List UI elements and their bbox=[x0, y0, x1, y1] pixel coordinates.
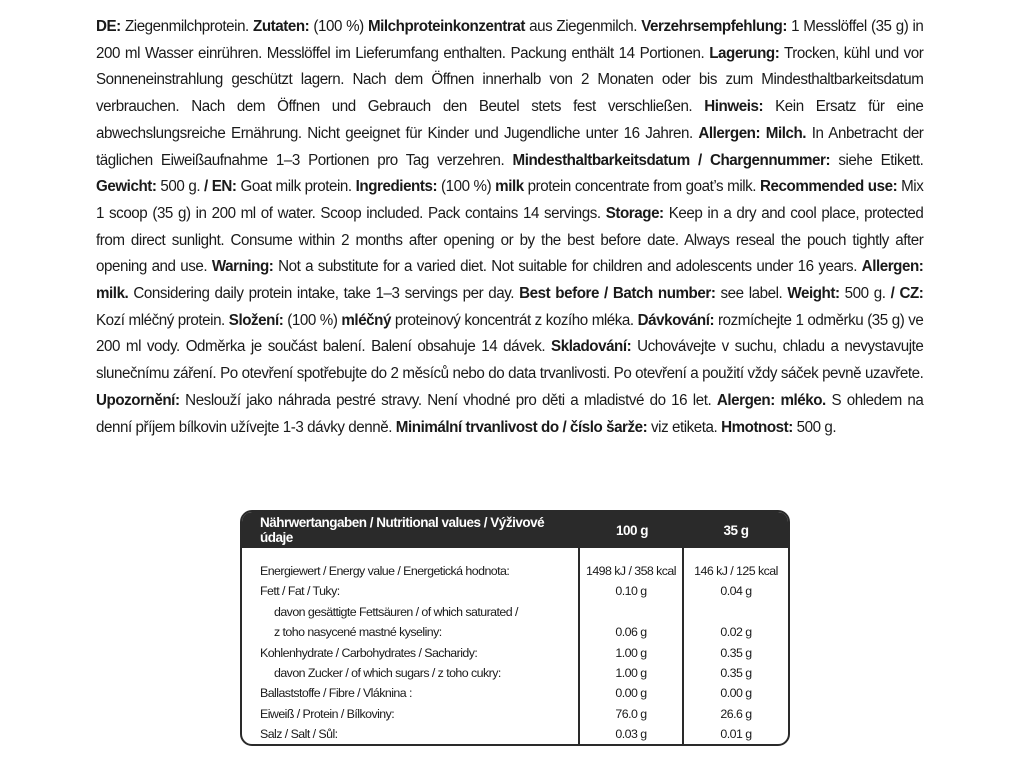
nutrition-labels-column bbox=[242, 548, 580, 746]
nutrition-header-35g: 35 g bbox=[723, 522, 749, 538]
label-bold-segment: Storage: bbox=[605, 204, 664, 222]
nutrition-header-label: Nährwertangaben / Nutritional values / Výživové údaje bbox=[260, 515, 545, 545]
label-text-segment: Keep in a dry and cool place, protected from direct sunlight. Consume within 2 months after opening or by the best before date. Always reseal the pouch tightly after opening and use. bbox=[96, 204, 924, 276]
label-bold-segment: DE: bbox=[96, 18, 125, 35]
label-bold-segment: Weight: bbox=[787, 285, 840, 303]
label-bold-segment: milk bbox=[495, 178, 524, 196]
nutrient-value-100g: 0.10 g bbox=[615, 584, 647, 599]
label-bold-segment: Minimální trvanlivost do / číslo šarže: bbox=[395, 418, 648, 436]
label-bold-segment: Best before / Batch number: bbox=[519, 285, 716, 303]
nutrient-value-100g: 76.0 g bbox=[615, 706, 647, 721]
nutrition-table bbox=[240, 510, 790, 746]
nutrient-value-100g: 0.06 g bbox=[615, 625, 647, 640]
label-text-segment: see label. bbox=[715, 285, 788, 303]
label-text-segment: Kein Ersatz für eine abwechslungsreiche Ernährung. Nicht geeignet für Kinder und Jugendliche unter 16 Jahren. bbox=[96, 98, 924, 142]
nutrition-header bbox=[242, 512, 788, 548]
label-bold-segment: / CZ: bbox=[890, 285, 924, 303]
label-text-segment: Mix 1 scoop (35 g) in 200 ml of water. Scoop included. Pack contains 14 servings. bbox=[96, 178, 924, 222]
nutrient-value-100g: 1.00 g bbox=[615, 645, 647, 660]
nutrient-value-35g: 0.00 g bbox=[720, 686, 752, 701]
label-bold-segment: Gewicht: bbox=[96, 178, 157, 196]
nutrient-value-35g: 0.01 g bbox=[720, 727, 752, 742]
nutrient-label: Eiweiß / Protein / Bílkoviny: bbox=[260, 706, 395, 721]
label-text-segment: Goat milk protein. bbox=[236, 178, 356, 196]
label-text-segment: In Anbetracht der täglichen Eiweißaufnahme 1–3 Portionen pro Tag verzehren. bbox=[96, 124, 924, 169]
nutrient-value-100g: 1.00 g bbox=[615, 665, 647, 680]
label-bold-segment: Skladování: bbox=[551, 338, 632, 356]
label-text-segment: (100 %) bbox=[283, 311, 342, 329]
nutrient-value-35g: 0.04 g bbox=[720, 584, 752, 599]
nutrient-label: Kohlenhydrate / Carbohydrates / Sacharidy: bbox=[260, 645, 478, 660]
nutrient-value-100g: 1498 kJ / 358 kcal bbox=[586, 564, 676, 578]
nutrient-value-100g bbox=[580, 602, 682, 622]
label-text-segment: viz etiketa. bbox=[647, 418, 722, 436]
label-text-segment: 500 g. bbox=[156, 178, 205, 196]
label-text-segment: proteinový koncentrát z kozího mléka. bbox=[390, 311, 638, 329]
label-bold-segment: / EN: bbox=[204, 178, 237, 196]
label-bold-segment: Mindesthaltbarkeitsdatum / Chargennummer: bbox=[512, 151, 831, 169]
nutrient-value-35g: 146 kJ / 125 kcal bbox=[694, 564, 778, 578]
nutrient-value-35g bbox=[684, 602, 788, 622]
label-text-segment: Not a substitute for a varied diet. Not suitable for children and adolescents under 16 years. bbox=[273, 258, 862, 276]
label-text-segment: protein concentrate from goat’s milk. bbox=[523, 178, 761, 196]
label-bold-segment: Milchproteinkonzentrat bbox=[367, 18, 525, 35]
label-text-segment: 1 Messlöffel (35 g) in 200 ml Wasser einrühren. Messlöffel im Lieferumfang enthalten. Packung enthält 14 Portionen. bbox=[96, 18, 924, 62]
label-bold-segment: Allergen: milk. bbox=[96, 258, 924, 303]
label-text-segment: aus Ziegenmilch. bbox=[524, 18, 642, 35]
nutrient-label: davon Zucker / of which sugars / z toho cukry: bbox=[274, 665, 501, 680]
nutrient-label: Fett / Fat / Tuky: bbox=[260, 584, 340, 599]
label-text-segment: Neslouží jako náhrada pestré stravy. Není vhodné pro děti a mladistvé do 16 let. bbox=[179, 391, 717, 409]
nutrient-value-35g: 0.35 g bbox=[720, 645, 752, 660]
nutrient-label: Ballaststoffe / Fibre / Vláknina : bbox=[260, 686, 412, 701]
nutrient-value-35g: 0.35 g bbox=[720, 665, 752, 680]
nutrient-value-35g: 26.6 g bbox=[720, 706, 752, 721]
label-bold-segment: Ingredients: bbox=[355, 178, 438, 196]
label-text-segment: (100 %) bbox=[313, 18, 368, 35]
label-bold-segment: Lagerung: bbox=[709, 44, 780, 62]
nutrition-35g-column bbox=[684, 548, 788, 746]
nutrition-100g-column bbox=[580, 548, 684, 746]
nutrient-label: Salz / Salt / Sůl: bbox=[260, 727, 338, 742]
label-text-segment: Ziegenmilchprotein. bbox=[124, 18, 253, 35]
label-bold-segment: Upozornění: bbox=[96, 391, 180, 409]
label-text-segment: Considering daily protein intake, take 1–3 servings per day. bbox=[128, 285, 520, 303]
label-bold-segment: Recommended use: bbox=[760, 178, 898, 196]
label-text-segment: Uchovávejte v suchu, chladu a nevystavujte slunečnímu záření. Po otevření spotřebujte do 2 měsíců nebo do data trvanlivosti. Po otevření a použití vždy sáček pevně uzavřete. bbox=[96, 338, 924, 383]
label-text bbox=[96, 14, 923, 441]
label-bold-segment: Složení: bbox=[228, 311, 284, 329]
label-bold-segment: mléčný bbox=[341, 311, 391, 329]
label-bold-segment: Dávkování: bbox=[637, 311, 715, 329]
nutrition-body bbox=[242, 548, 788, 746]
nutrient-value-100g: 0.00 g bbox=[615, 686, 647, 701]
nutrient-value-100g: 0.03 g bbox=[615, 727, 647, 742]
nutrient-value-35g: 0.02 g bbox=[720, 625, 752, 640]
label-text-segment: siehe Etikett. bbox=[830, 151, 924, 169]
label-text-segment: Trocken, kühl und vor Sonneneinstrahlung geschützt lagern. Nach dem Öffnen innerhalb von 2 Monaten oder bis zum Mindesthaltbarkeitsdatum verbrauchen. Nach dem Öffnen und Gebrauch den Beutel stets fest verschließen. bbox=[96, 44, 924, 116]
label-text-segment: rozmíchejte 1 odměrku (35 g) ve 200 ml vody. Odměrka je součást balení. Balení obsahuje 14 dávek. bbox=[96, 311, 924, 356]
label-bold-segment: Warning: bbox=[211, 258, 274, 276]
label-text-segment: Kozí mléčný protein. bbox=[96, 311, 229, 329]
label-text-segment: S ohledem na denní příjem bílkovin užívejte 1-3 dávky denně. bbox=[96, 391, 924, 436]
nutrient-label: Energiewert / Energy value / Energetická hodnota: bbox=[260, 564, 510, 578]
label-bold-segment: Verzehrsempfehlung: bbox=[641, 18, 787, 35]
label-bold-segment: Hmotnost: bbox=[721, 418, 793, 436]
nutrient-label: davon gesättigte Fettsäuren / of which saturated / bbox=[274, 604, 518, 619]
label-bold-segment: Allergen: Milch. bbox=[698, 124, 807, 142]
nutrient-label: z toho nasycené mastné kyseliny: bbox=[274, 625, 442, 640]
label-bold-segment: Hinweis: bbox=[704, 98, 764, 116]
label-bold-segment: Alergen: mléko. bbox=[716, 391, 826, 409]
label-text-segment: 500 g. bbox=[839, 285, 891, 303]
label-bold-segment: Zutaten: bbox=[252, 18, 314, 35]
nutrition-header-100g: 100 g bbox=[615, 522, 649, 538]
label-text-segment: 500 g. bbox=[792, 418, 837, 436]
label-text-segment: (100 %) bbox=[437, 178, 496, 196]
